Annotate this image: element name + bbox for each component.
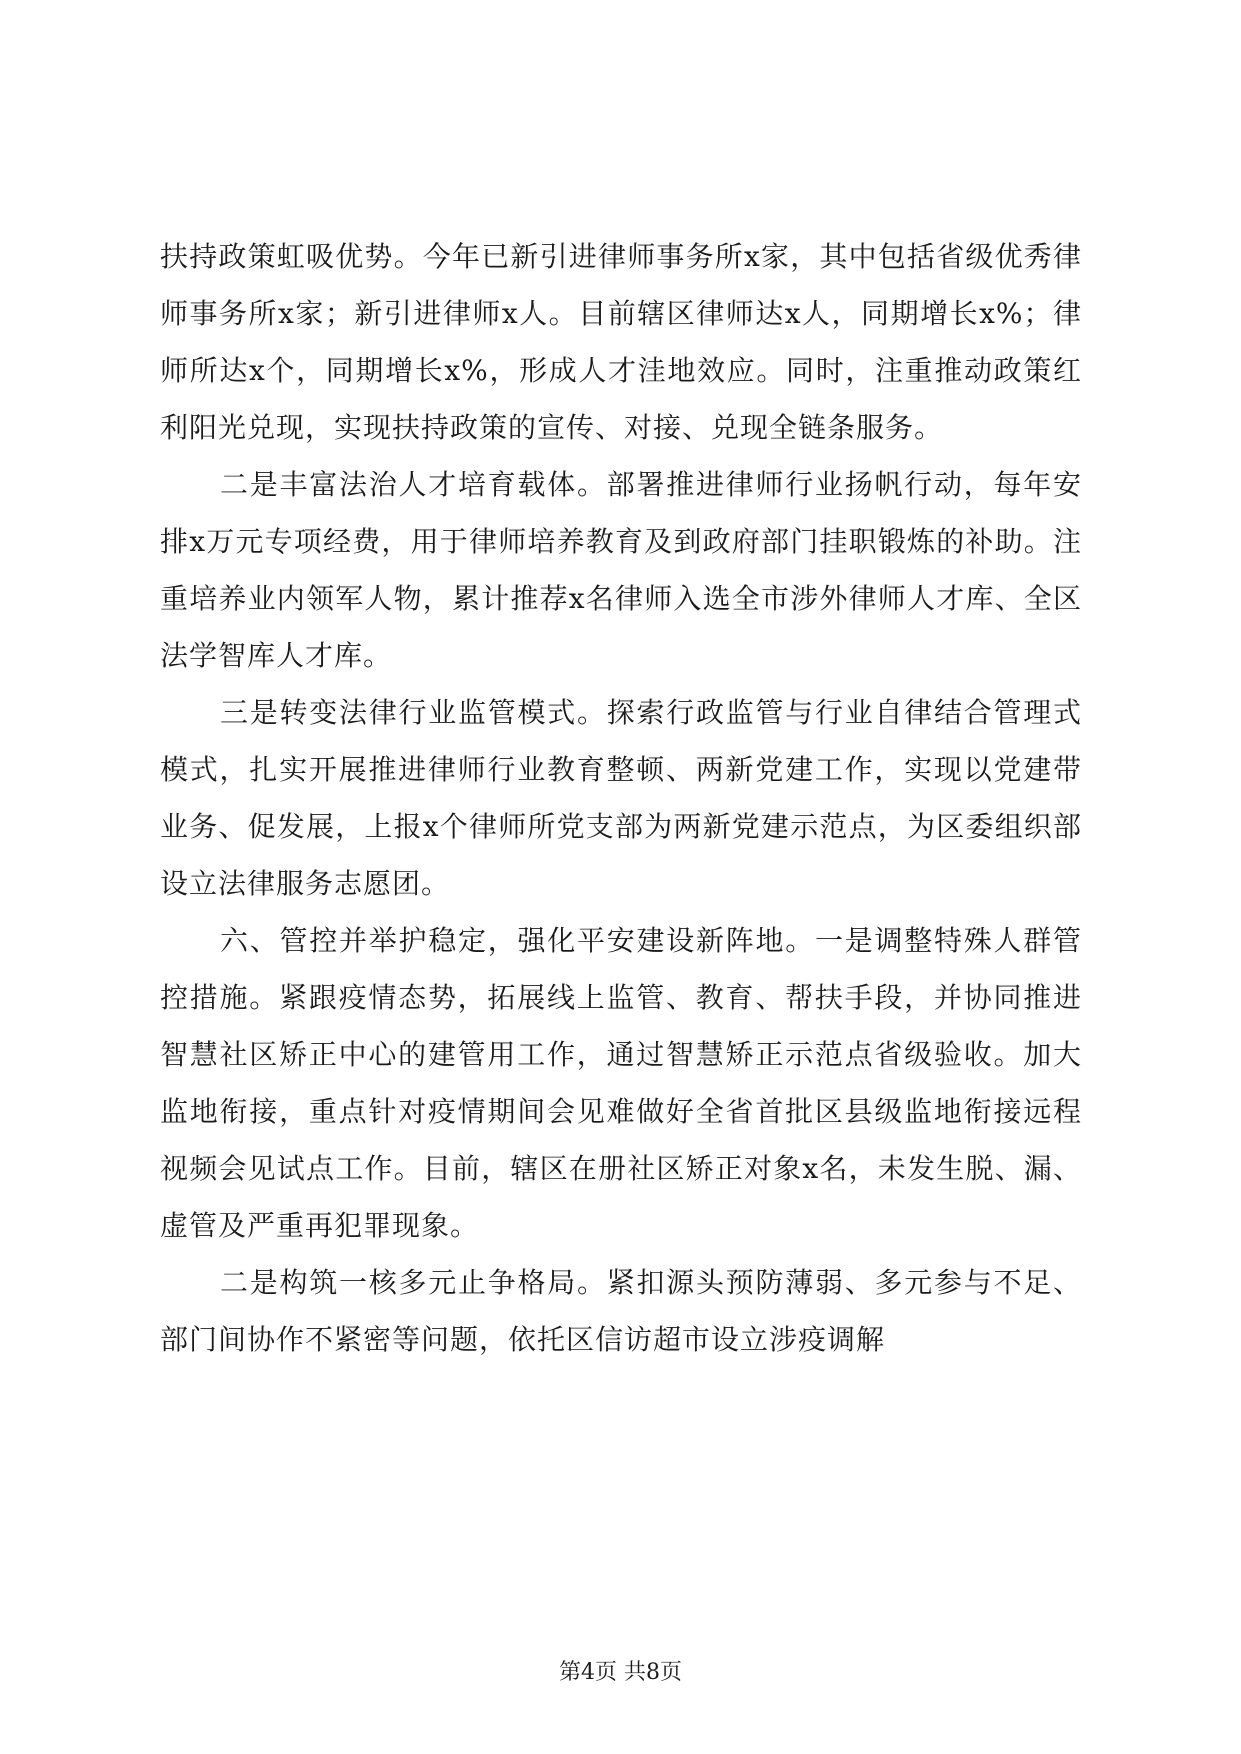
paragraph-1: 扶持政策虹吸优势。今年已新引进律师事务所x家，其中包括省级优秀律师事务所x家；新引进律师x人。目前辖区律师达x人，同期增长x%；律师所达x个，同期增长x%，形成人才洼地效应。同时，注重推动政策红利阳光兑现，实现扶持政策的宣传、对接、兑现全链条服务。 — [160, 240, 1082, 444]
document-body — [160, 228, 1082, 1368]
paragraph-3: 三是转变法律行业监管模式。探索行政监管与行业自律结合管理式模式，扎实开展推进律师行业教育整顿、两新党建工作，实现以党建带业务、促发展，上报x个律师所党支部为两新党建示范点，为区委组织部设立法律服务志愿团。 — [160, 696, 1082, 900]
paragraph-2: 二是丰富法治人才培育载体。部署推进律师行业扬帆行动，每年安排x万元专项经费，用于律师培养教育及到政府部门挂职锻炼的补助。注重培养业内领军人物，累计推荐x名律师入选全市涉外律师人才库、全区法学智库人才库。 — [160, 468, 1082, 672]
paragraph-5: 二是构筑一核多元止争格局。紧扣源头预防薄弱、多元参与不足、部门间协作不紧密等问题，依托区信访超市设立涉疫调解 — [160, 1266, 1082, 1356]
paragraph-4: 六、管控并举护稳定，强化平安建设新阵地。一是调整特殊人群管控措施。紧跟疫情态势，拓展线上监管、教育、帮扶手段，并协同推进智慧社区矫正中心的建管用工作，通过智慧矫正示范点省级验收。加大监地衔接，重点针对疫情期间会见难做好全省首批区县级监地衔接远程视频会见试点工作。目前，辖区在册社区矫正对象x名，未发生脱、漏、虚管及严重再犯罪现象。 — [160, 924, 1082, 1242]
page-number-footer: 第4页 共8页 — [559, 1660, 682, 1685]
